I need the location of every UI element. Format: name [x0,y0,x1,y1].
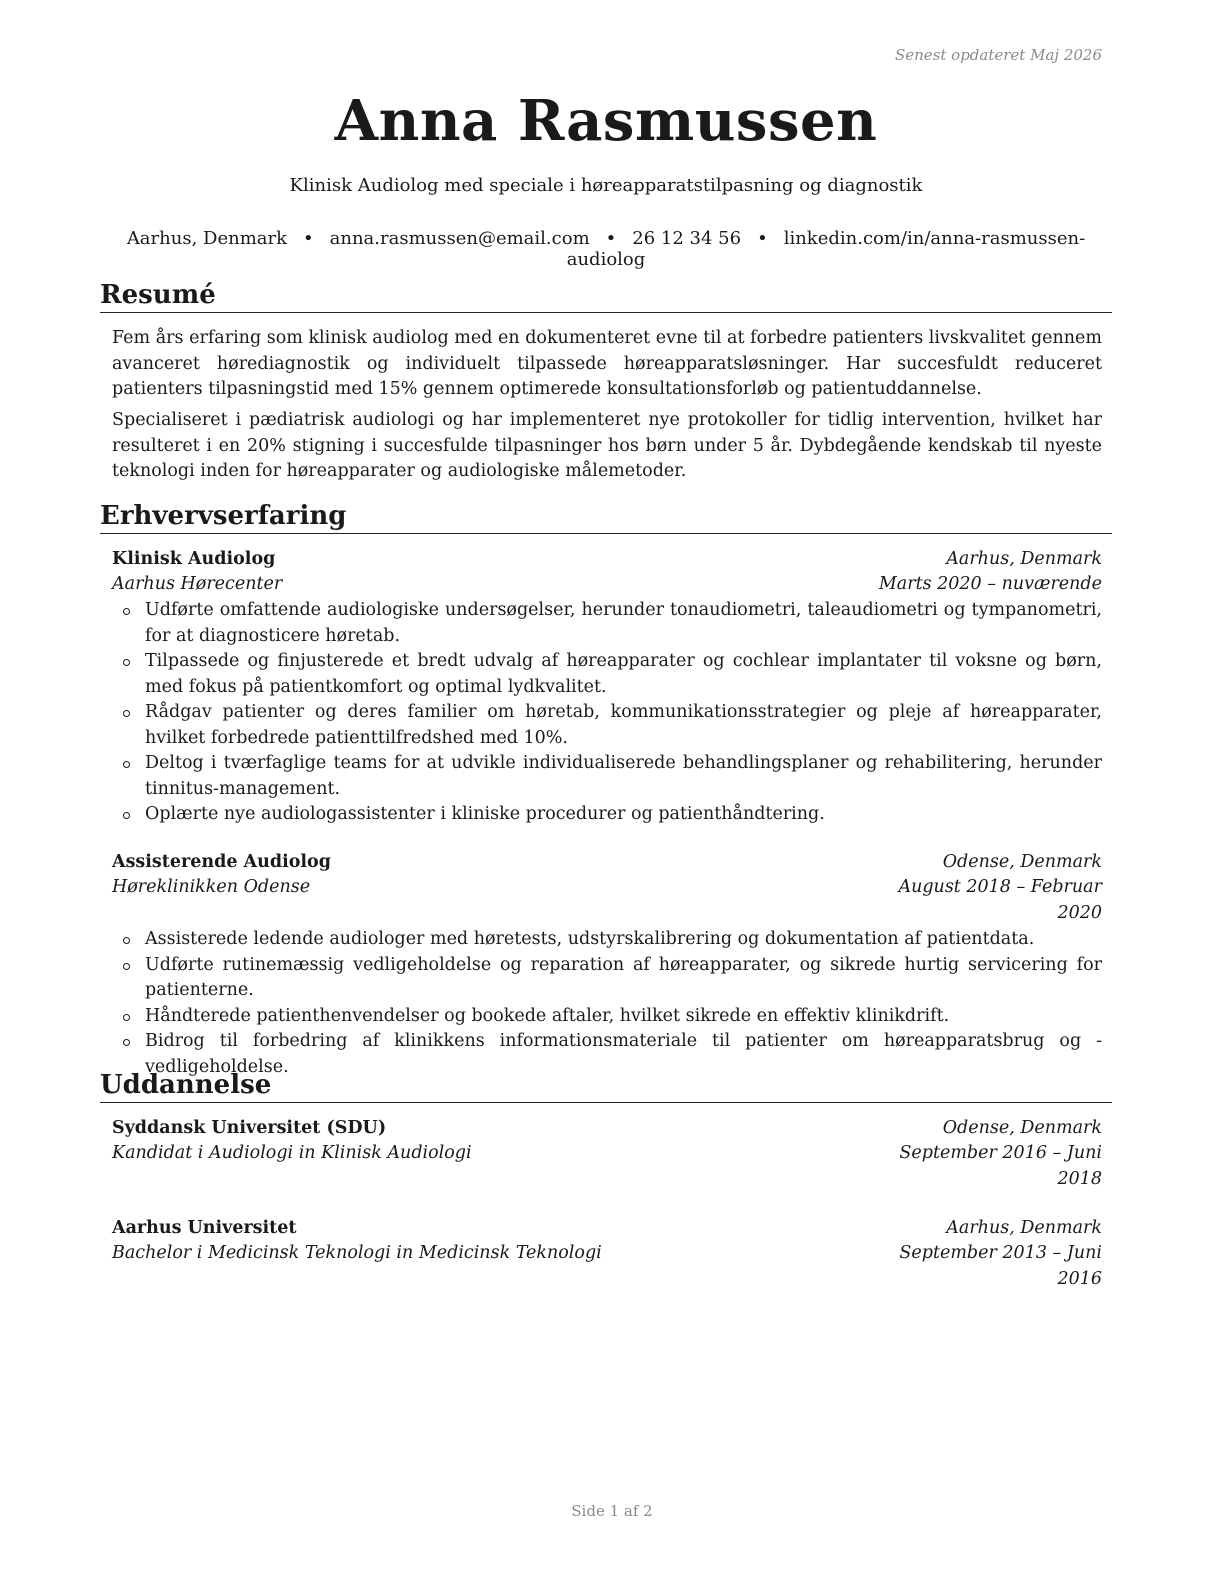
contact-phone: 26 12 34 56 [632,228,742,249]
job-organization: Aarhus Hørecenter [112,574,283,594]
contact-linkedin[interactable]: linkedin.com/in/anna-rasmussen-audiolog [566,228,1086,270]
list-item: Deltog i tværfaglige teams for at udvikle individualiserede behandlingsplaner og rehabilitering, herunder tinnitus-management. [112,751,1102,802]
job-dates: Marts 2020 – nuværende [878,574,1102,594]
list-item: Rådgav patienter og deres familier om høretab, kommunikationsstrategier og pleje af høreapparater, hvilket forbedrede patienttilfredshed med 10%. [112,700,1102,751]
job-dates: August 2018 – Februar 2020 [898,877,1102,923]
contact-email[interactable]: anna.rasmussen@email.com [329,228,590,249]
section-title-experience: Erhvervserfaring [100,501,1112,534]
page-number: Side 1 af 2 [571,1502,653,1520]
job-bullet-list [112,927,1102,1080]
circle-bullet-icon [123,659,130,666]
circle-bullet-icon [123,963,130,970]
contact-location: Aarhus, Denmark [126,228,288,249]
list-item: Assisterede ledende audiologer med høretests, udstyrskalibrering og dokumentation af patientdata. [112,927,1102,953]
job-bullet-list [112,598,1102,828]
circle-bullet-icon [123,937,130,944]
candidate-headline: Klinisk Audiolog med speciale i høreapparatstilpasning og diagnostik [289,175,923,196]
section-title-education: Uddannelse [100,1070,1112,1103]
list-item: Udførte omfattende audiologiske undersøgelser, herunder tonaudiometri, taleaudiometri og tympanometri, for at diagnosticere høretab. [112,598,1102,649]
school-name: Syddansk Universitet (SDU) [112,1118,387,1138]
circle-bullet-icon [123,812,130,819]
bullet-separator: • [303,228,314,249]
job-role: Assisterende Audiolog [112,852,331,872]
degree-title: Kandidat i Audiologi in Klinisk Audiologi [112,1143,472,1163]
circle-bullet-icon [123,710,130,717]
school-location: Odense, Denmark [942,1118,1102,1138]
section-title-summary: Resumé [100,280,1112,313]
circle-bullet-icon [123,1014,130,1021]
bullet-separator: • [757,228,768,249]
bullet-separator: • [605,228,617,249]
summary-paragraph: Specialiseret i pædiatrisk audiologi og har implementeret nye protokoller for tidlig intervention, hvilket har resulteret i en 20% stigning i succesfulde tilpasninger hos børn under 5 år. Dybdegående kendskab til nyeste teknologi inden for høreapparater og audiologiske målemetoder. [112,410,1102,481]
list-item: Tilpassede og finjusterede et bredt udvalg af høreapparater og cochlear implantater til voksne og børn, med fokus på patientkomfort og optimal lydkvalitet. [112,649,1102,700]
resume-page [100,0,1112,1584]
circle-bullet-icon [123,1039,130,1046]
education-dates: September 2013 – Juni 2016 [899,1243,1102,1289]
job-organization: Høreklinikken Odense [112,877,311,897]
list-item: Bidrog til forbedring af klinikkens informationsmateriale til patienter om høreapparatsbrug og -vedligeholdelse. [112,1029,1102,1080]
summary-paragraph: Fem års erfaring som klinisk audiolog med en dokumenteret evne til at forbedre patienters livskvalitet gennem avanceret hørediagnostik og individuelt tilpassede høreapparatsløsninger. Har succesfuldt reduceret patienters tilpasningstid med 15% gennem optimerede konsultationsforløb og patientuddannelse. [112,328,1102,399]
list-item: Håndterede patienthenvendelser og bookede aftaler, hvilket sikrede en effektiv klinikdrift. [112,1004,1102,1030]
degree-title: Bachelor i Medicinsk Teknologi in Medicinsk Teknologi [112,1243,602,1263]
list-item: Udførte rutinemæssig vedligeholdelse og reparation af høreapparater, og sikrede hurtig servicering for patienterne. [112,953,1102,1004]
circle-bullet-icon [123,761,130,768]
school-location: Aarhus, Denmark [946,1218,1102,1238]
circle-bullet-icon [123,608,130,615]
job-role: Klinisk Audiolog [112,549,276,569]
candidate-name: Anna Rasmussen [334,88,878,154]
job-location: Aarhus, Denmark [946,549,1102,569]
school-name: Aarhus Universitet [112,1218,297,1238]
last-updated: Senest opdateret Maj 2026 [894,46,1102,64]
list-item: Oplærte nye audiologassistenter i kliniske procedurer og patienthåndtering. [112,802,1102,828]
job-location: Odense, Denmark [942,852,1102,872]
contact-line [100,228,1112,270]
education-dates: September 2016 – Juni 2018 [899,1143,1102,1189]
